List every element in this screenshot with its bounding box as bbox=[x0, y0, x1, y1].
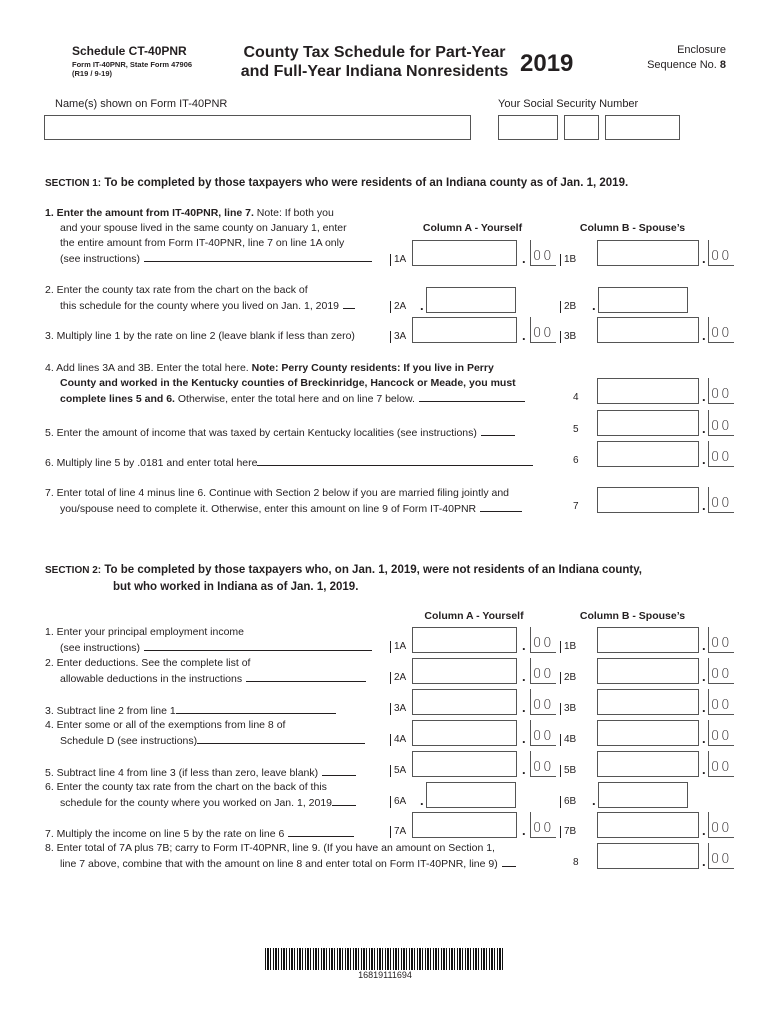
s1-input-6[interactable] bbox=[597, 441, 699, 467]
cents-placeholder: 00 bbox=[711, 821, 732, 836]
s2-line-5-text bbox=[45, 765, 356, 781]
title-line-1: County Tax Schedule for Part-Year bbox=[243, 44, 506, 61]
s1-input-1a[interactable] bbox=[412, 240, 517, 266]
s1-line-7-text bbox=[45, 486, 560, 517]
s1-line-2-text-2: this schedule for the county where you lived on Jan. 1, 2019 bbox=[60, 300, 340, 312]
s1-line-1-note: Note: If both you bbox=[253, 207, 334, 219]
cents-placeholder: 00 bbox=[711, 636, 732, 651]
s2-line-6-text-1: 6. Enter the county tax rate from the chart on the back of this bbox=[45, 781, 327, 793]
s1-field-7: 7 . 00 bbox=[560, 487, 726, 513]
form-header-left bbox=[72, 44, 192, 78]
cents-placeholder: 00 bbox=[533, 698, 554, 713]
s2-line-1-text-2: (see instructions) bbox=[60, 642, 140, 654]
s1-field-6: 6 . 00 bbox=[560, 441, 726, 467]
s1-input-3b[interactable] bbox=[597, 317, 699, 343]
s2-code-7a: 7A bbox=[390, 826, 406, 838]
s2-code-4a: 4A bbox=[390, 734, 406, 746]
cents-placeholder: 00 bbox=[533, 821, 554, 836]
tax-year: 2019 bbox=[520, 50, 574, 77]
s1-line-4-text-3: complete lines 5 and 6. bbox=[60, 393, 175, 405]
cents-placeholder: 00 bbox=[533, 249, 554, 264]
ssn-part-3-input[interactable] bbox=[605, 115, 680, 140]
s1-code-2b: 2B bbox=[560, 301, 576, 313]
s1-line-4-text-1: 4. Add lines 3A and 3B. Enter the total here. bbox=[45, 362, 252, 374]
s2-line-3-text bbox=[45, 703, 336, 719]
s2-input-4a[interactable] bbox=[412, 720, 517, 746]
ssn-label: Your Social Security Number bbox=[498, 98, 639, 110]
s1-code-3b: 3B bbox=[560, 331, 576, 343]
s2-field-1a: 1A . 00 bbox=[390, 627, 556, 653]
cents-placeholder: 00 bbox=[711, 419, 732, 434]
s2-field-5b: 5B . 00 bbox=[560, 751, 726, 777]
s2-input-6b[interactable] bbox=[598, 782, 688, 808]
cents-placeholder: 00 bbox=[711, 852, 732, 867]
s1-line-4-note: Note: Perry County residents: If you live in Perry bbox=[251, 362, 494, 374]
s2-field-8: 8 . 00 bbox=[560, 843, 726, 869]
form-title bbox=[232, 43, 517, 81]
s2-input-4b[interactable] bbox=[597, 720, 699, 746]
s2-input-5b[interactable] bbox=[597, 751, 699, 777]
cents-placeholder: 00 bbox=[711, 729, 732, 744]
s2-line-5-label: 5. Subtract line 4 from line 3 (if less than zero, leave blank) bbox=[45, 767, 319, 779]
cents-placeholder: 00 bbox=[533, 326, 554, 341]
s2-column-b-header: Column B - Spouse’s bbox=[579, 610, 686, 622]
s1-line-7-text-2: you/spouse need to complete it. Otherwise, enter this amount on line 9 of Form IT-40PNR bbox=[60, 503, 477, 515]
s2-input-6a[interactable] bbox=[426, 782, 516, 808]
s1-field-4: 4 . 00 bbox=[560, 378, 726, 404]
s1-line-1-text bbox=[45, 206, 385, 267]
cents-placeholder: 00 bbox=[711, 326, 732, 341]
s2-field-6a: 6A . bbox=[390, 782, 530, 808]
s2-code-5a: 5A bbox=[390, 765, 406, 777]
s2-field-2a: 2A . 00 bbox=[390, 658, 556, 684]
s1-field-2b: 2B . bbox=[560, 287, 700, 313]
section2-title-2: but who worked in Indiana as of Jan. 1, 2019. bbox=[113, 581, 359, 593]
cents-placeholder: 00 bbox=[533, 729, 554, 744]
s2-code-8: 8 bbox=[573, 857, 579, 868]
s2-column-a-header: Column A - Yourself bbox=[424, 610, 524, 622]
s2-line-4-text bbox=[45, 718, 390, 749]
ssn-part-1-input[interactable] bbox=[498, 115, 558, 140]
form-revision: (R19 / 9-19) bbox=[72, 69, 113, 78]
s1-line-1-text-3: the entire amount from Form IT-40PNR, line 7 on line 1A only bbox=[60, 237, 345, 249]
s1-code-1b: 1B bbox=[560, 254, 576, 266]
s1-line-1-text-4: (see instructions) bbox=[60, 253, 140, 265]
s2-code-5b: 5B bbox=[560, 765, 576, 777]
s2-code-3b: 3B bbox=[560, 703, 576, 715]
s1-input-2b[interactable] bbox=[598, 287, 688, 313]
s2-input-2a[interactable] bbox=[412, 658, 517, 684]
title-line-2: and Full-Year Indiana Nonresidents bbox=[240, 63, 509, 80]
s1-code-3a: 3A bbox=[390, 331, 406, 343]
s2-line-7-label: 7. Multiply the income on line 5 by the rate on line 6 bbox=[45, 828, 285, 840]
s2-line-3-label: 3. Subtract line 2 from line 1 bbox=[45, 705, 176, 717]
s2-input-5a[interactable] bbox=[412, 751, 517, 777]
s1-code-4: 4 bbox=[573, 392, 579, 403]
s1-field-1a: 1A . 00 bbox=[390, 240, 556, 266]
s1-column-a-header: Column A - Yourself bbox=[422, 222, 523, 234]
section2-label: SECTION 2: bbox=[45, 565, 102, 576]
s1-code-6: 6 bbox=[573, 455, 579, 466]
s1-line-4-text-4: Otherwise, enter the total here and on line 7 below. bbox=[174, 393, 415, 405]
form-reference: Form IT-40PNR, State Form 47906 bbox=[72, 60, 193, 69]
s2-line-1-text-1: 1. Enter your principal employment income bbox=[45, 626, 245, 638]
s2-input-1b[interactable] bbox=[597, 627, 699, 653]
s2-code-2b: 2B bbox=[560, 672, 576, 684]
s1-line-5-text bbox=[45, 425, 515, 441]
s2-input-7a[interactable] bbox=[412, 812, 517, 838]
sequence-label: Sequence No. bbox=[647, 59, 717, 71]
cents-placeholder: 00 bbox=[711, 496, 732, 511]
s2-code-6a: 6A bbox=[390, 796, 406, 808]
s1-field-3b: 3B . 00 bbox=[560, 317, 726, 343]
cents-placeholder: 00 bbox=[711, 667, 732, 682]
s1-line-1-lead: 1. Enter the amount from IT-40PNR, line 7. bbox=[45, 207, 254, 219]
s1-line-1-text-2: and your spouse lived in the same county on January 1, enter bbox=[60, 222, 347, 234]
s1-field-5: 5 . 00 bbox=[560, 410, 726, 436]
cents-placeholder: 00 bbox=[711, 450, 732, 465]
s1-input-3a[interactable] bbox=[412, 317, 517, 343]
s2-code-6b: 6B bbox=[560, 796, 576, 808]
s2-input-3a[interactable] bbox=[412, 689, 517, 715]
s2-input-1a[interactable] bbox=[412, 627, 517, 653]
s1-line-2-text bbox=[45, 283, 390, 314]
enclosure-sequence bbox=[600, 43, 726, 73]
s1-input-4[interactable] bbox=[597, 378, 699, 404]
s2-field-7a: 7A . 00 bbox=[390, 812, 556, 838]
s1-line-2-text-1: 2. Enter the county tax rate from the chart on the back of bbox=[45, 284, 308, 296]
s1-line-5-label: 5. Enter the amount of income that was taxed by certain Kentucky localities (see instructions) bbox=[45, 427, 477, 439]
names-input[interactable] bbox=[44, 115, 471, 140]
cents-placeholder: 00 bbox=[711, 760, 732, 775]
s2-line-2-text bbox=[45, 656, 390, 687]
barcode bbox=[265, 948, 505, 970]
s2-code-2a: 2A bbox=[390, 672, 406, 684]
s2-field-3a: 3A . 00 bbox=[390, 689, 556, 715]
s2-field-1b: 1B . 00 bbox=[560, 627, 726, 653]
s2-field-5a: 5A . 00 bbox=[390, 751, 556, 777]
s2-line-8-text-1: 8. Enter total of 7A plus 7B; carry to Form IT-40PNR, line 9. (If you have an amount on Section 1, bbox=[45, 842, 495, 854]
s2-line-1-text bbox=[45, 625, 390, 656]
s1-line-3-text: 3. Multiply line 1 by the rate on line 2 (leave blank if less than zero) bbox=[45, 330, 355, 342]
s1-input-1b[interactable] bbox=[597, 240, 699, 266]
cents-placeholder: 00 bbox=[533, 636, 554, 651]
s2-code-1a: 1A bbox=[390, 641, 406, 653]
s2-input-2b[interactable] bbox=[597, 658, 699, 684]
s2-line-2-text-2: allowable deductions in the instructions bbox=[60, 673, 243, 685]
s2-field-4a: 4A . 00 bbox=[390, 720, 556, 746]
s1-line-6-text bbox=[45, 455, 533, 471]
section1-label: SECTION 1: bbox=[45, 178, 102, 189]
section1-title: To be completed by those taxpayers who were residents of an Indiana county as of Jan. 1, 2019. bbox=[104, 177, 629, 189]
s2-field-7b: 7B . 00 bbox=[560, 812, 726, 838]
sequence-number: 8 bbox=[719, 59, 726, 71]
s2-input-3b[interactable] bbox=[597, 689, 699, 715]
s1-line-4-text bbox=[45, 361, 560, 407]
s2-line-4-text-1: 4. Enter some or all of the exemptions from line 8 of bbox=[45, 719, 286, 731]
barcode-number: 16819111694 bbox=[358, 970, 412, 980]
s2-line-2-text-1: 2. Enter deductions. See the complete list of bbox=[45, 657, 251, 669]
s1-input-2a[interactable] bbox=[426, 287, 516, 313]
s2-input-8[interactable] bbox=[597, 843, 699, 869]
s2-code-4b: 4B bbox=[560, 734, 576, 746]
s1-line-7-text-1: 7. Enter total of line 4 minus line 6. Continue with Section 2 below if you are married filing jointly and bbox=[45, 487, 509, 499]
s2-line-6-text bbox=[45, 780, 390, 811]
s2-field-2b: 2B . 00 bbox=[560, 658, 726, 684]
s2-field-4b: 4B . 00 bbox=[560, 720, 726, 746]
s2-code-7b: 7B bbox=[560, 826, 576, 838]
s1-field-3a: 3A . 00 bbox=[390, 317, 556, 343]
s2-line-8-text-2: line 7 above, combine that with the amount on line 8 and enter total on Form IT-40PNR, line 9) bbox=[60, 858, 498, 870]
s2-line-7-text bbox=[45, 826, 354, 842]
section2-heading bbox=[45, 562, 642, 596]
s1-code-1a: 1A bbox=[390, 254, 406, 266]
cents-placeholder: 00 bbox=[533, 667, 554, 682]
s2-input-7b[interactable] bbox=[597, 812, 699, 838]
s2-line-6-text-2: schedule for the county where you worked on Jan. 1, 2019 bbox=[60, 797, 333, 809]
enclosure-label: Enclosure bbox=[677, 44, 726, 56]
s2-line-4-text-2: Schedule D (see instructions) bbox=[60, 735, 198, 747]
ssn-part-2-input[interactable] bbox=[564, 115, 599, 140]
s1-code-2a: 2A bbox=[390, 301, 406, 313]
cents-placeholder: 00 bbox=[711, 249, 732, 264]
section2-title-1: To be completed by those taxpayers who, on Jan. 1, 2019, were not residents of an Indiana county, bbox=[104, 564, 642, 576]
names-label: Name(s) shown on Form IT-40PNR bbox=[55, 98, 228, 110]
cents-placeholder: 00 bbox=[711, 698, 732, 713]
cents-placeholder: 00 bbox=[711, 387, 732, 402]
s1-column-b-header: Column B - Spouse’s bbox=[579, 222, 686, 234]
s1-input-7[interactable] bbox=[597, 487, 699, 513]
s2-code-1b: 1B bbox=[560, 641, 576, 653]
cents-placeholder: 00 bbox=[533, 760, 554, 775]
schedule-name: Schedule CT-40PNR bbox=[72, 44, 187, 58]
s1-code-5: 5 bbox=[573, 424, 579, 435]
s1-line-6-label: 6. Multiply line 5 by .0181 and enter total here bbox=[45, 457, 258, 469]
s1-input-5[interactable] bbox=[597, 410, 699, 436]
s2-code-3a: 3A bbox=[390, 703, 406, 715]
s1-field-2a: 2A . bbox=[390, 287, 530, 313]
s2-field-3b: 3B . 00 bbox=[560, 689, 726, 715]
s1-field-1b: 1B . 00 bbox=[560, 240, 726, 266]
s2-field-6b: 6B . bbox=[560, 782, 700, 808]
section1-heading bbox=[45, 177, 628, 189]
s2-line-8-text bbox=[45, 841, 560, 872]
s1-line-4-text-2: County and worked in the Kentucky counties of Breckinridge, Hancock or Meade, you must bbox=[60, 377, 516, 389]
s1-code-7: 7 bbox=[573, 501, 579, 512]
